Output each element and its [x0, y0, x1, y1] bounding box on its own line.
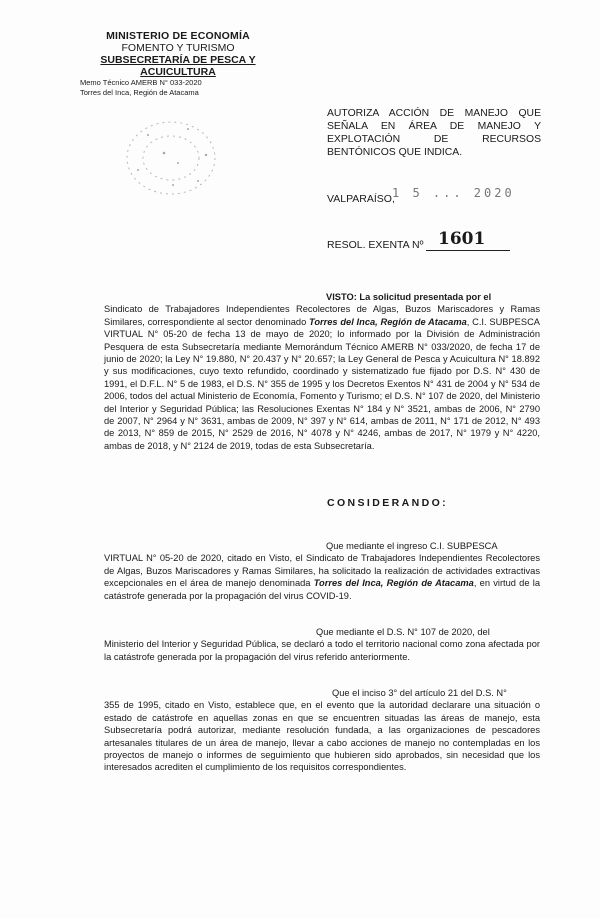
- paragraph-1-text-b: , en virtud de la catástrofe generada por la propagación del virus COVID-19.: [104, 578, 540, 601]
- paragraph-1-lead: Que mediante el ingreso C.I. SUBPESCA: [326, 541, 498, 551]
- paragraph-2-lead: Que mediante el D.S. N° 107 de 2020, del: [316, 627, 490, 637]
- visto-paragraph: [104, 291, 540, 452]
- paragraph-1-sector-name: Torres del Inca, Región de Atacama: [313, 578, 474, 589]
- paragraph-3-lead: Que el inciso 3° del artículo 21 del D.S. N°: [332, 688, 507, 698]
- official-seal-stamp: [118, 115, 224, 201]
- resolution-subject: AUTORIZA ACCIÓN DE MANEJO QUE SEÑALA EN ÁREA DE MANEJO Y EXPLOTACIÓN DE RECURSOS BENTÓNICOS QUE INDICA.: [327, 108, 541, 158]
- visto-heading: VISTO:: [326, 292, 357, 302]
- considerando-heading: CONSIDERANDO:: [327, 497, 449, 509]
- considerando-paragraph-2: [104, 626, 540, 663]
- visto-text-b: , C.I. SUBPESCA VIRTUAL N° 05-20 de fecha 13 de mayo de 2020; lo informado por la División de Administración Pesquera de esta Subsecretaría mediante Memorándum Técnico AMERB N° 033/2020, de fecha 17 de junio de 2020; la Ley N° 19.880, N° 20.437 y N° 20.657; la Ley General de Pesca y Acuicultura N° 18.892 y sus modificaciones, cuyo texto refundido, coordinado y sistematizado fue fijado por D.S. N° 430 de 1991, el D.F.L. N° 5 de 1983, el D.S. N° 355 de 1995 y los Decretos Exentos N° 431 de 2004 y N° 534 de 2006, todos del actual Ministerio de Economía, Fomento y Turismo; el D.S. N° 107 de 2020, del Ministerio del Interior y Seguridad Pública; las Resoluciones Exentas N° 184 y N° 3521, ambas de 2006, N° 2790 de 2007, N° 2964 y N° 3631, ambas de 2009, N° 397 y N° 614, ambas de 2011, N° 171 de 2012, N° 493 de 2013, N° 859 de 2015, N° 2529 de 2016, N° 4078 y N° 4246, ambas de 2017, N° 1979 y N° 4220, ambas de 2018, y N° 2124 de 2019, todas de esta Subsecretaría.: [104, 316, 540, 451]
- place-label: VALPARAÍSO,: [327, 193, 395, 205]
- visto-lead-text: La solicitud presentada por el: [359, 292, 492, 302]
- paragraph-2-text: Ministerio del Interior y Seguridad Pública, se declaró a todo el territorio nacional como zona afectada por la catástrofe generada por la propagación del virus referido anteriormente.: [104, 639, 540, 662]
- subsecretaria-name-line2: ACUICULTURA: [140, 66, 216, 78]
- letterhead: [78, 30, 278, 98]
- resolution-label: RESOL. EXENTA Nº: [327, 239, 424, 251]
- ministry-name-line2: FOMENTO Y TURISMO: [121, 42, 235, 54]
- handwritten-date-stamp: 1 5 ... 2020: [392, 186, 515, 200]
- visto-sector-name: Torres del Inca, Región de Atacama: [309, 316, 467, 327]
- resolution-underline: [426, 250, 510, 251]
- paragraph-3-text: 355 de 1995, citado en Visto, establece que, en el evento que la autoridad declarare una situación o estado de catástrofe en aquellas zonas en que se encuentren situadas las áreas de manejo, esta Subsecretaría podrá autorizar, mediante resolución fundada, a las organizaciones de pescadores artesanales titulares de un área de manejo, llevar a cabo acciones de manejo no contempladas en los proyectos de manejo o informes de seguimiento que hubieren sido aprobados, sin necesidad que los interesados acrediten el cumplimiento de los requisitos correspondientes.: [104, 700, 540, 773]
- visto-text-a: Sindicato de Trabajadores Independientes Recolectores de Algas, Buzos Mariscadores y Ramas Similares, correspondiente al sector denominado: [104, 304, 540, 327]
- location-reference: Torres del Inca, Región de Atacama: [80, 88, 199, 97]
- paragraph-1-text-a: VIRTUAL N° 05-20 de 2020, citado en Visto, el Sindicato de Trabajadores Independientes Recolectores de Algas, Buzos Mariscadores y Ramas Similares, ha solicitado la realización de actividades extractivas excepcionales en el área de manejo denominada: [104, 553, 540, 589]
- resolution-number: 1601: [438, 229, 486, 249]
- subsecretaria-name: SUBSECRETARÍA DE PESCA Y: [100, 54, 256, 66]
- memo-reference: Memo Técnico AMERB N° 033-2020: [80, 78, 202, 87]
- considerando-paragraph-1: [104, 540, 540, 602]
- ministry-name: MINISTERIO DE ECONOMÍA: [106, 30, 250, 42]
- considerando-paragraph-3: [104, 687, 540, 774]
